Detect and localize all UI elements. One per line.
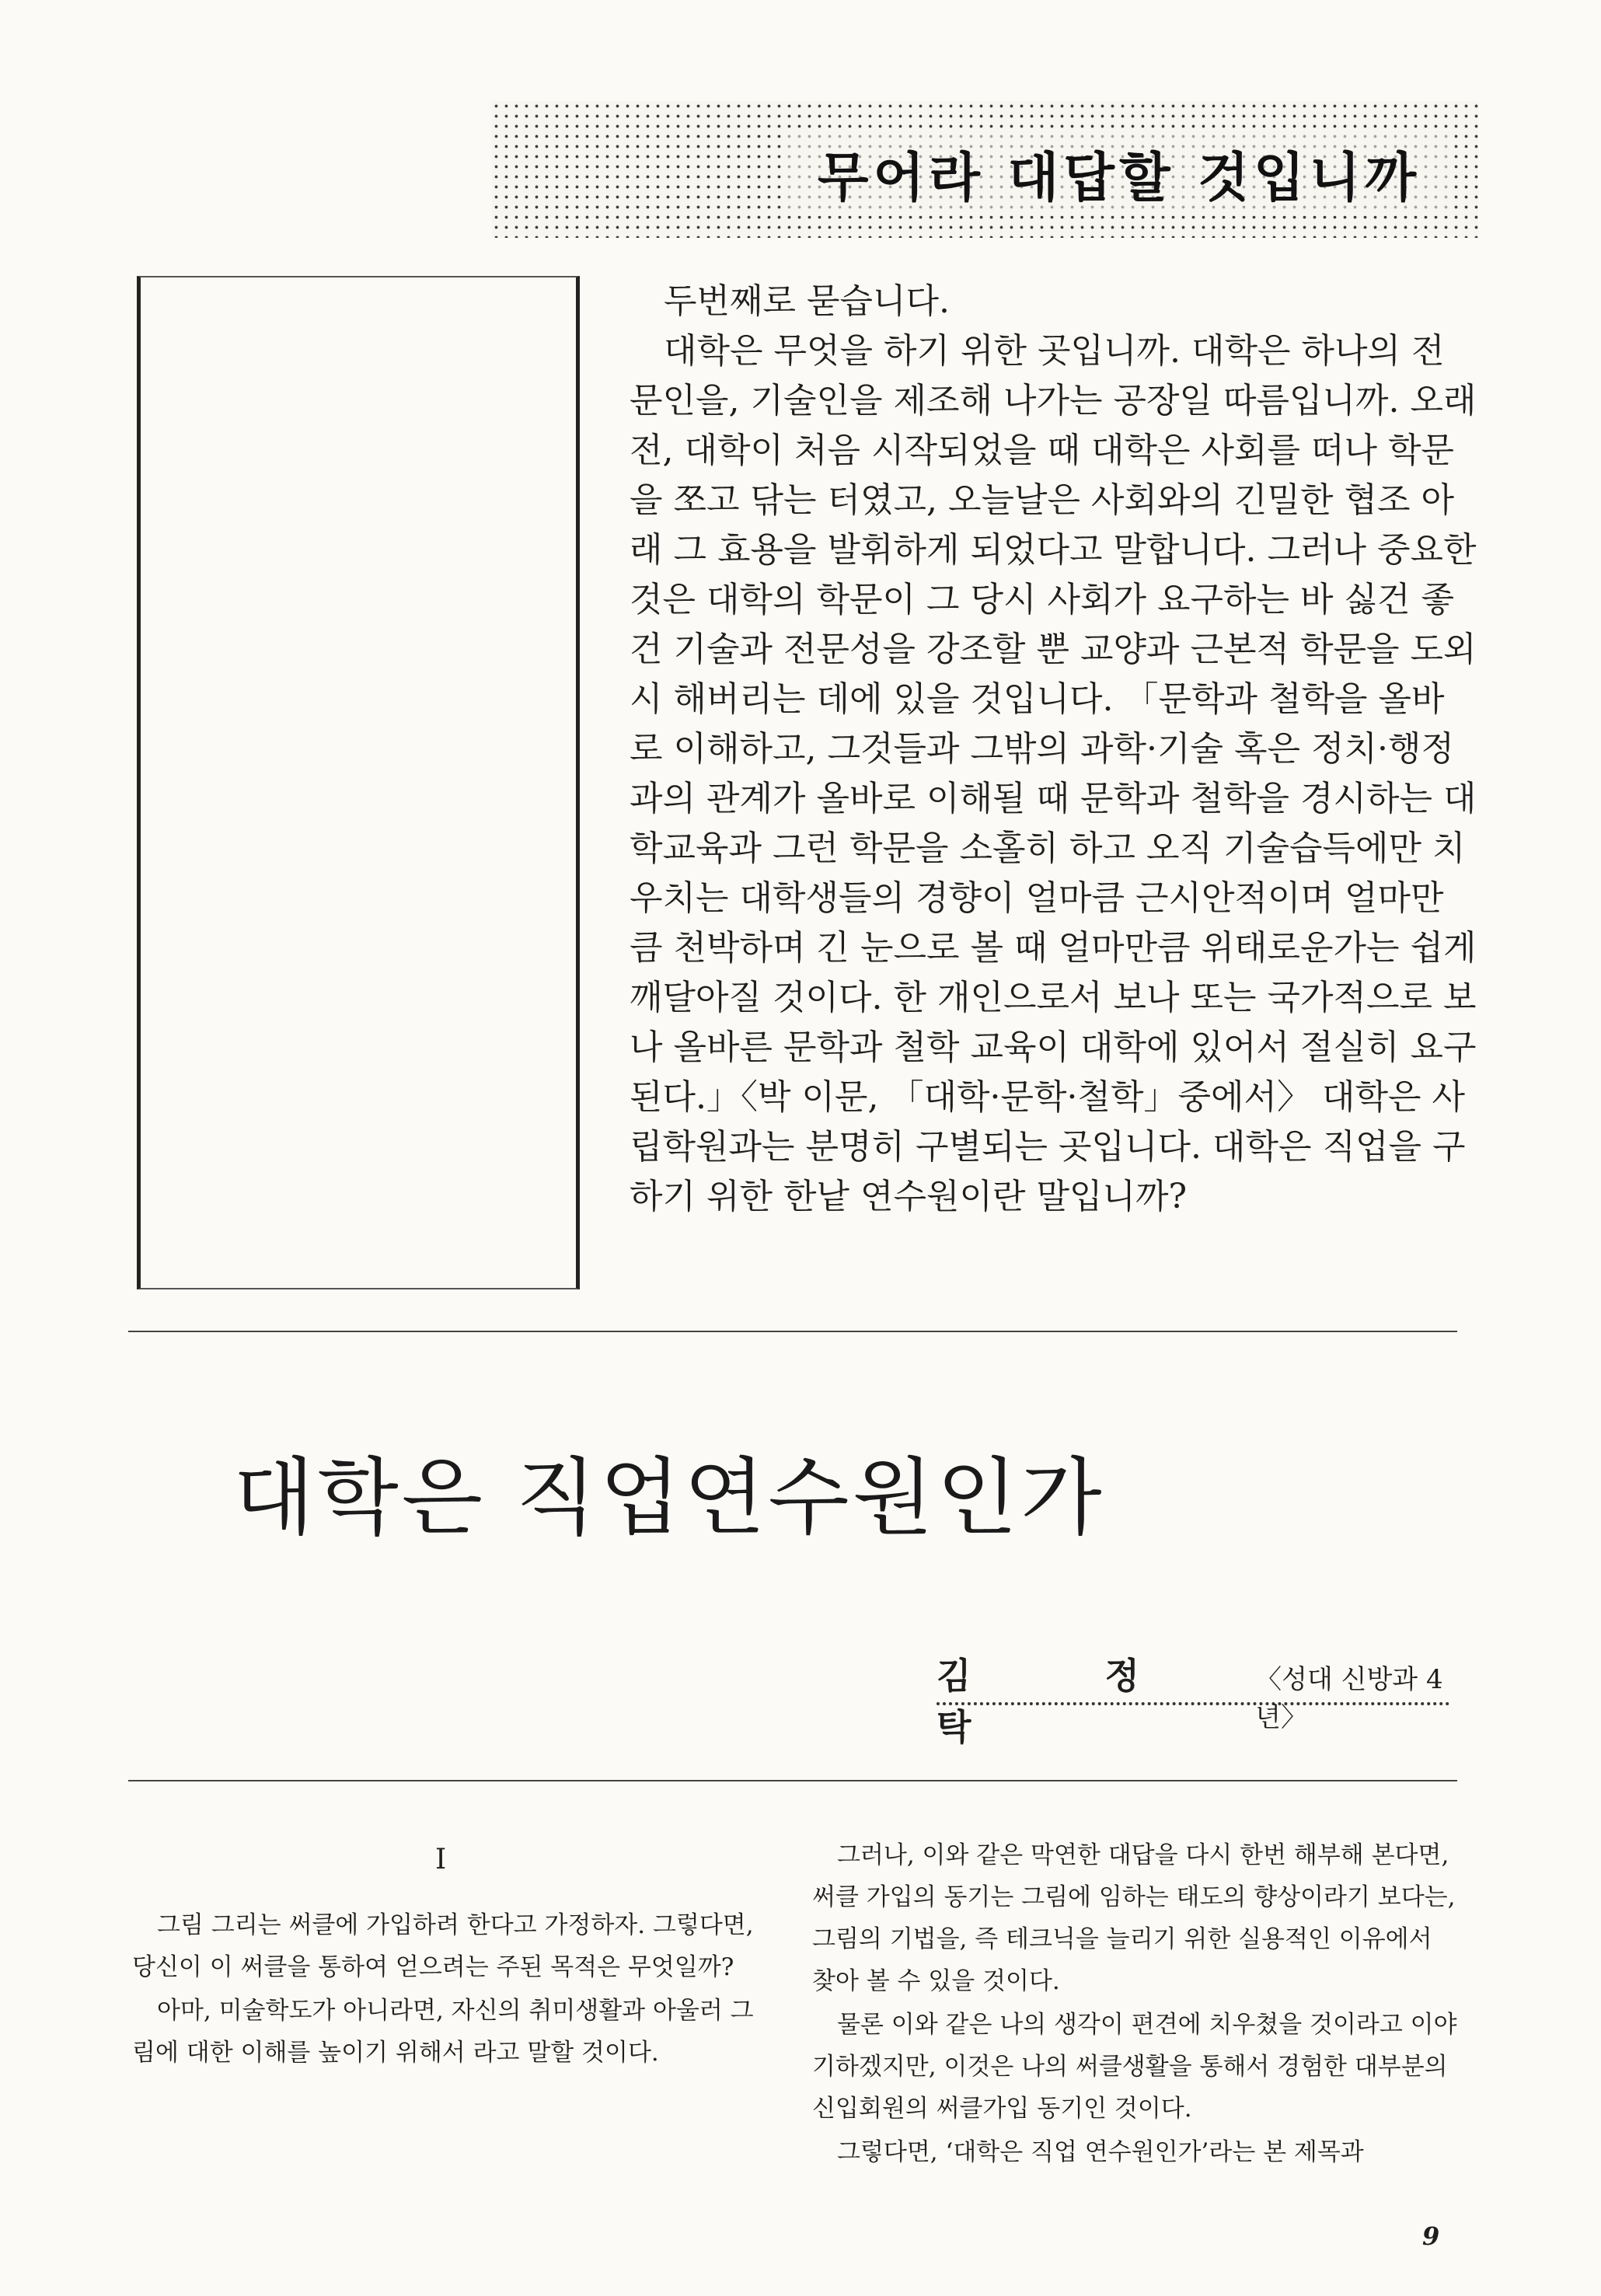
intro-body: 대학은 무엇을 하기 위한 곳입니까. 대학은 하나의 전문인을, 기술인을 제조해 나가는 공장일 따름입니까. 오래 전, 대학이 처음 시작되었을 때 대학은 사회를 떠나 학문을 쪼고 닦는 터였고, 오늘날은 사회와의 긴밀한 협조 아래 그 효용을 발휘하게 되었다고 말합니다. 그러나 중요한 것은 대학의 학문이 그 당시 사회가 요구하는 바 싫건 좋건 기술과 전문성을 강조할 뿐 교양과 근본적 학문을 도외시 해버리는 데에 있을 것입니다. 「문학과 철학을 올바로 이해하고, 그것들과 그밖의 과학·기술 혹은 정치·행정과의 관계가 올바로 이해될 때 문학과 철학을 경시하는 대학교육과 그런 학문을 소홀히 하고 오직 기술습득에만 치우치는 대학생들의 경향이 얼마큼 근시안적이며 얼마만큼 천박하며 긴 눈으로 볼 때 얼마만큼 위태로운가는 쉽게 깨달아질 것이다. 한 개인으로서 보나 또는 국가적으로 보나 올바른 문학과 철학 교육이 대학에 있어서 절실히 요구된다.」〈박 이문, 「대학·문학·철학」중에서〉 대학은 사립학원과는 분명히 구별되는 곳입니다. 대학은 직업을 구하기 위한 한낱 연수원이란 말입니까? — [630, 331, 1477, 1216]
right-paragraph-1: 그러나, 이와 같은 막연한 대답을 다시 한번 해부해 본다면, 써클 가입의 동기는 그림에 임하는 태도의 향상이라기 보다는, 그림의 기법을, 즉 테크닉을 늘리기 위한 실용적인 이유에서 찾아 볼 수 있을 것이다. — [812, 1841, 1456, 1995]
article-right-column — [812, 1834, 1457, 2175]
article-title: 대학은 직업연수원인가 — [233, 1450, 1105, 1547]
divider-top — [128, 1331, 1457, 1332]
section-number: I — [435, 1844, 447, 1876]
byline — [937, 1648, 1449, 1748]
author-name: 김 정 탁 — [937, 1655, 1200, 1748]
intro-text — [630, 277, 1477, 1222]
framed-blank-box — [137, 276, 580, 1289]
left-paragraph-1: 그림 그리는 써클에 가입하려 한다고 가정하자. 그렇다면, 당신이 이 써클을 통하여 얻으려는 주된 목적은 무엇일까? — [132, 1911, 754, 1981]
page-number: 9 — [1422, 2221, 1440, 2251]
author-affiliation: 〈성대 신방과 4년〉 — [1255, 1664, 1443, 1733]
intro-first-line: 두번째로 묻습니다. — [664, 281, 950, 321]
left-paragraph-2: 아마, 미술학도가 아니라면, 자신의 취미생활과 아울러 그림에 대한 이해를 높이기 위해서 라고 말할 것이다. — [132, 1997, 754, 2067]
divider-bottom — [128, 1780, 1457, 1781]
right-paragraph-3: 그렇다면, ‘대학은 직업 연수원인가’라는 본 제목과 — [837, 2138, 1364, 2166]
article-left-column — [132, 1904, 769, 2075]
right-paragraph-2: 물론 이와 같은 나의 생각이 편견에 치우쳤을 것이라고 이야기하겠지만, 이것은 나의 써클생활을 통해서 경험한 대부분의 신입회원의 써클가입 동기인 것이다. — [812, 2011, 1457, 2123]
banner-title: 무어라 대답할 것입니까 — [785, 131, 1453, 216]
